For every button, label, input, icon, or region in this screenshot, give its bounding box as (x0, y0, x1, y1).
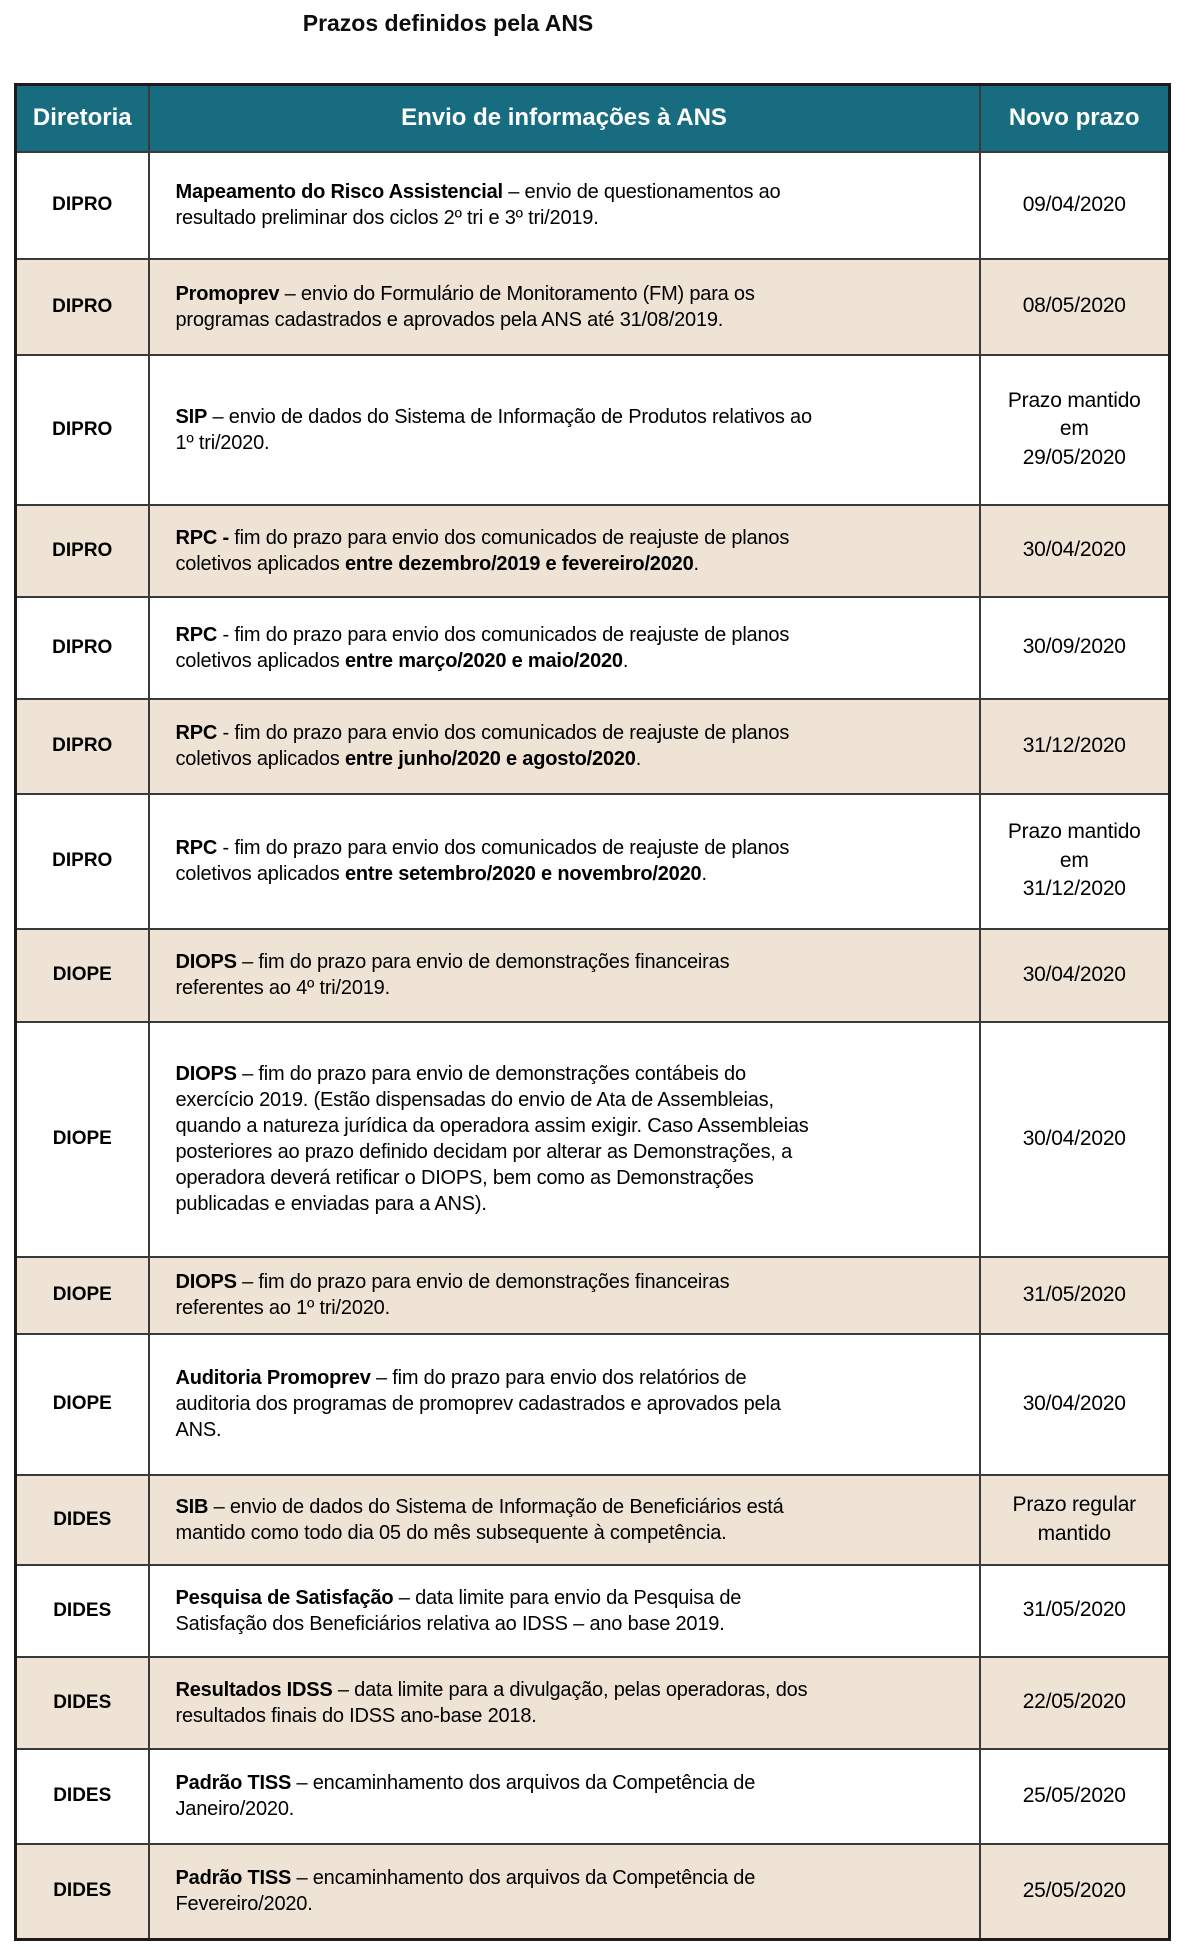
table-row (16, 1749, 1170, 1844)
table-row (16, 1844, 1170, 1940)
prazo-cell: 31/12/2020 (980, 699, 1170, 794)
prazo-cell: 30/04/2020 (980, 1334, 1170, 1475)
header-envio-informacoes: Envio de informações à ANS (149, 85, 980, 152)
diretoria-cell: DIOPE (16, 1022, 149, 1257)
table-row (16, 597, 1170, 699)
diretoria-cell: DIOPE (16, 929, 149, 1022)
prazo-cell: Prazo mantido em 29/05/2020 (980, 355, 1170, 505)
descricao-cell: Resultados IDSS – data limite para a divulgação, pelas operadoras, dos resultados finais do IDSS ano-base 2018. (149, 1657, 980, 1749)
diretoria-cell: DIDES (16, 1844, 149, 1940)
table-row (16, 699, 1170, 794)
diretoria-cell: DIDES (16, 1475, 149, 1565)
prazo-cell: 31/05/2020 (980, 1565, 1170, 1657)
descricao-cell: DIOPS – fim do prazo para envio de demonstrações financeiras referentes ao 1º tri/2020. (149, 1257, 980, 1334)
prazo-cell: 09/04/2020 (980, 152, 1170, 259)
header-novo-prazo: Novo prazo (980, 85, 1170, 152)
prazo-cell: 25/05/2020 (980, 1844, 1170, 1940)
prazos-table (14, 83, 1171, 1941)
diretoria-cell: DIOPE (16, 1257, 149, 1334)
descricao-cell: RPC - fim do prazo para envio dos comunicados de reajuste de planos coletivos aplicados entre dezembro/2019 e fevereiro/2020. (149, 505, 980, 597)
page-title: Prazos definidos pela ANS (302, 10, 594, 36)
table-row (16, 1657, 1170, 1749)
prazo-cell: 30/09/2020 (980, 597, 1170, 699)
table-body (16, 152, 1170, 1940)
prazo-cell: 30/04/2020 (980, 929, 1170, 1022)
descricao-cell: SIB – envio de dados do Sistema de Informação de Beneficiários está mantido como todo dia 05 do mês subsequente à competência. (149, 1475, 980, 1565)
diretoria-cell: DIPRO (16, 505, 149, 597)
descricao-cell: SIP – envio de dados do Sistema de Informação de Produtos relativos ao 1º tri/2020. (149, 355, 980, 505)
prazo-cell: 08/05/2020 (980, 259, 1170, 355)
table-row (16, 355, 1170, 505)
diretoria-cell: DIDES (16, 1565, 149, 1657)
table-row (16, 1334, 1170, 1475)
prazo-cell: Prazo mantido em 31/12/2020 (980, 794, 1170, 929)
prazo-cell: 31/05/2020 (980, 1257, 1170, 1334)
diretoria-cell: DIPRO (16, 355, 149, 505)
descricao-cell: DIOPS – fim do prazo para envio de demonstrações financeiras referentes ao 4º tri/2019. (149, 929, 980, 1022)
descricao-cell: Pesquisa de Satisfação – data limite para envio da Pesquisa de Satisfação dos Beneficiários relativa ao IDSS – ano base 2019. (149, 1565, 980, 1657)
diretoria-cell: DIPRO (16, 152, 149, 259)
table-row (16, 259, 1170, 355)
descricao-cell: RPC - fim do prazo para envio dos comunicados de reajuste de planos coletivos aplicados entre junho/2020 e agosto/2020. (149, 699, 980, 794)
descricao-cell: DIOPS – fim do prazo para envio de demonstrações contábeis do exercício 2019. (Estão dispensadas do envio de Ata de Assembleias, quando a natureza jurídica da operadora assim exigir. Caso Assembleias posteriores ao prazo definido decidam por alterar as Demonstrações, a operadora deverá retificar o DIOPS, bem como as Demonstrações publicadas e enviadas para a ANS). (149, 1022, 980, 1257)
descricao-cell: Padrão TISS – encaminhamento dos arquivos da Competência de Fevereiro/2020. (149, 1844, 980, 1940)
diretoria-cell: DIPRO (16, 259, 149, 355)
prazo-cell: 30/04/2020 (980, 505, 1170, 597)
descricao-cell: Auditoria Promoprev – fim do prazo para envio dos relatórios de auditoria dos programas de promoprev cadastrados e aprovados pela ANS. (149, 1334, 980, 1475)
prazo-cell: 22/05/2020 (980, 1657, 1170, 1749)
table-row (16, 794, 1170, 929)
table-row (16, 152, 1170, 259)
table-header-row (16, 85, 1170, 152)
table-row (16, 505, 1170, 597)
table-row (16, 1022, 1170, 1257)
diretoria-cell: DIDES (16, 1657, 149, 1749)
header-diretoria: Diretoria (16, 85, 149, 152)
diretoria-cell: DIPRO (16, 699, 149, 794)
descricao-cell: RPC - fim do prazo para envio dos comunicados de reajuste de planos coletivos aplicados entre março/2020 e maio/2020. (149, 597, 980, 699)
table-row (16, 1565, 1170, 1657)
diretoria-cell: DIPRO (16, 794, 149, 929)
diretoria-cell: DIDES (16, 1749, 149, 1844)
diretoria-cell: DIPRO (16, 597, 149, 699)
table-row (16, 1475, 1170, 1565)
prazo-cell: 25/05/2020 (980, 1749, 1170, 1844)
diretoria-cell: DIOPE (16, 1334, 149, 1475)
descricao-cell: Promoprev – envio do Formulário de Monitoramento (FM) para os programas cadastrados e aprovados pela ANS até 31/08/2019. (149, 259, 980, 355)
descricao-cell: Padrão TISS – encaminhamento dos arquivos da Competência de Janeiro/2020. (149, 1749, 980, 1844)
table-row (16, 929, 1170, 1022)
table-row (16, 1257, 1170, 1334)
descricao-cell: Mapeamento do Risco Assistencial – envio de questionamentos ao resultado preliminar dos ciclos 2º tri e 3º tri/2019. (149, 152, 980, 259)
prazo-cell: Prazo regular mantido (980, 1475, 1170, 1565)
descricao-cell: RPC - fim do prazo para envio dos comunicados de reajuste de planos coletivos aplicados entre setembro/2020 e novembro/2020. (149, 794, 980, 929)
prazo-cell: 30/04/2020 (980, 1022, 1170, 1257)
